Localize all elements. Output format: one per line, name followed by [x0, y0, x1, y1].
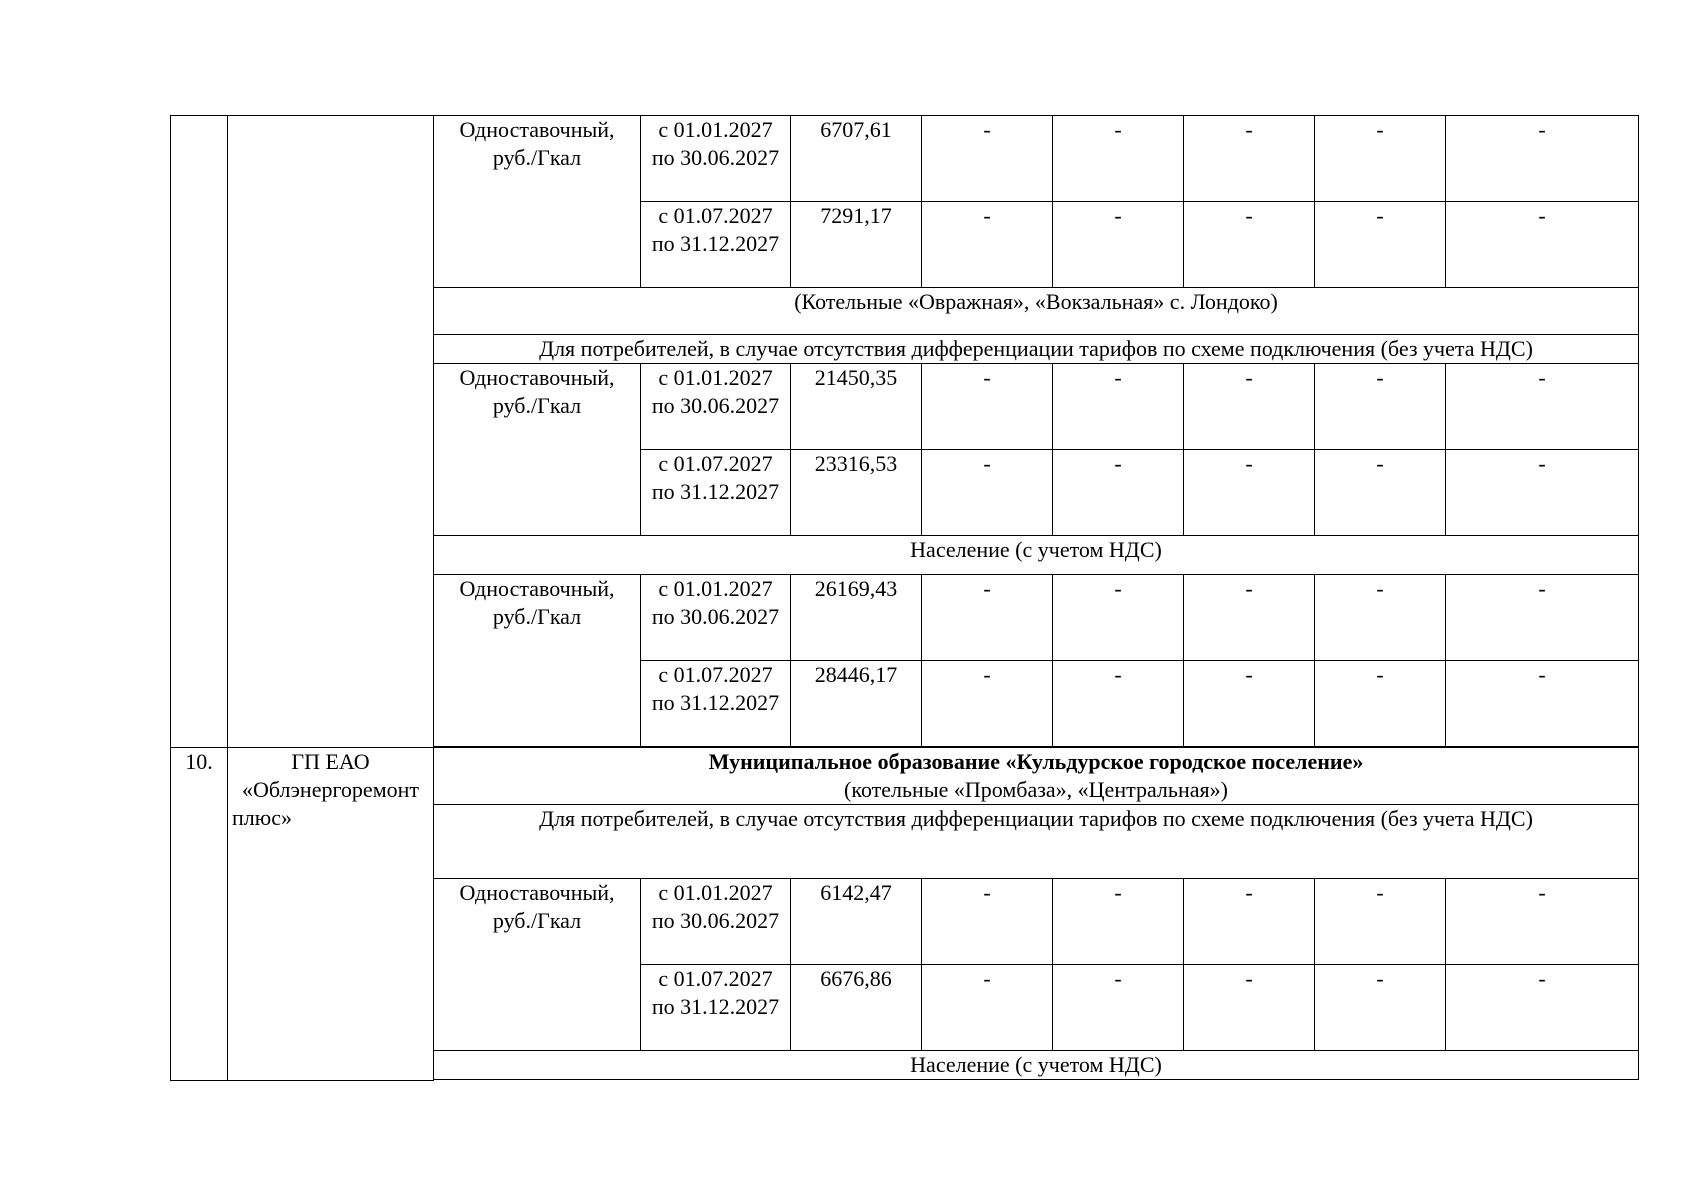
dash-cell: - — [1315, 364, 1446, 450]
tariff-type-cell: Одноставочный, руб./Гкал — [434, 116, 641, 288]
value-cell: 6676,86 — [791, 965, 922, 1051]
value-cell: 28446,17 — [791, 661, 922, 747]
organization-name: ГП ЕАО «Облэнергоремонт плюс» — [228, 748, 434, 1081]
dash-cell: - — [1315, 450, 1446, 536]
dash-cell: - — [922, 965, 1053, 1051]
dash-cell: - — [1446, 965, 1639, 1051]
tariff-type-cell: Одноставочный, руб./Гкал — [434, 879, 641, 1051]
dash-cell: - — [1053, 202, 1184, 288]
tariff-type-cell: Одноставочный, руб./Гкал — [434, 364, 641, 536]
dash-cell: - — [1053, 879, 1184, 965]
dash-cell: - — [1053, 575, 1184, 661]
dash-cell: - — [1053, 364, 1184, 450]
tariff-table — [170, 115, 1639, 1081]
dash-cell: - — [1184, 116, 1315, 202]
municipality-title: Муниципальное образование «Кульдурское городское поселение» — [708, 749, 1364, 774]
dash-cell: - — [1053, 450, 1184, 536]
dash-cell: - — [1446, 879, 1639, 965]
period-cell: с 01.01.2027 по 30.06.2027 — [641, 879, 791, 965]
period-cell: с 01.01.2027 по 30.06.2027 — [641, 575, 791, 661]
section-header: Для потребителей, в случае отсутствия дифференциации тарифов по схеме подключения (без учета НДС) — [434, 335, 1639, 364]
dash-cell: - — [922, 202, 1053, 288]
value-cell: 26169,43 — [791, 575, 922, 661]
tariff-type-cell: Одноставочный, руб./Гкал — [434, 575, 641, 747]
section-header: Население (с учетом НДС) — [434, 1051, 1639, 1080]
dash-cell: - — [1184, 879, 1315, 965]
dash-cell: - — [1184, 202, 1315, 288]
dash-cell: - — [922, 879, 1053, 965]
period-cell: с 01.01.2027 по 30.06.2027 — [641, 364, 791, 450]
dash-cell: - — [1315, 879, 1446, 965]
dash-cell: - — [1184, 450, 1315, 536]
dash-cell: - — [1315, 965, 1446, 1051]
dash-cell: - — [1315, 202, 1446, 288]
period-cell: с 01.07.2027 по 31.12.2027 — [641, 965, 791, 1051]
dash-cell: - — [1184, 575, 1315, 661]
period-cell: с 01.07.2027 по 31.12.2027 — [641, 202, 791, 288]
value-cell: 23316,53 — [791, 450, 922, 536]
table-row — [171, 116, 1639, 202]
period-cell: с 01.07.2027 по 31.12.2027 — [641, 661, 791, 747]
dash-cell: - — [1184, 965, 1315, 1051]
dash-cell: - — [1446, 116, 1639, 202]
section-header: Население (с учетом НДС) — [434, 536, 1639, 575]
dash-cell: - — [1446, 202, 1639, 288]
value-cell: 6142,47 — [791, 879, 922, 965]
dash-cell: - — [1184, 661, 1315, 747]
dash-cell: - — [1184, 364, 1315, 450]
dash-cell: - — [922, 116, 1053, 202]
dash-cell: - — [1446, 450, 1639, 536]
municipality-header — [434, 748, 1639, 805]
period-cell: с 01.01.2027 по 30.06.2027 — [641, 116, 791, 202]
dash-cell: - — [922, 450, 1053, 536]
num-cell-empty — [171, 116, 228, 748]
section-header: (Котельные «Овражная», «Вокзальная» с. Лондоко) — [434, 288, 1639, 335]
org-cell-empty — [228, 116, 434, 748]
municipality-subtitle: (котельные «Промбаза», «Центральная») — [844, 777, 1228, 802]
value-cell: 21450,35 — [791, 364, 922, 450]
value-cell: 7291,17 — [791, 202, 922, 288]
dash-cell: - — [922, 661, 1053, 747]
row-number: 10. — [171, 748, 228, 1081]
table-row — [171, 748, 1639, 805]
dash-cell: - — [1053, 661, 1184, 747]
dash-cell: - — [1315, 116, 1446, 202]
dash-cell: - — [1315, 661, 1446, 747]
dash-cell: - — [1446, 661, 1639, 747]
spacer-cell — [434, 1080, 1639, 1081]
dash-cell: - — [1446, 575, 1639, 661]
period-cell: с 01.07.2027 по 31.12.2027 — [641, 450, 791, 536]
dash-cell: - — [1446, 364, 1639, 450]
dash-cell: - — [1053, 116, 1184, 202]
dash-cell: - — [922, 575, 1053, 661]
section-header: Для потребителей, в случае отсутствия дифференциации тарифов по схеме подключения (без учета НДС) — [434, 805, 1639, 879]
dash-cell: - — [1315, 575, 1446, 661]
value-cell: 6707,61 — [791, 116, 922, 202]
dash-cell: - — [1053, 965, 1184, 1051]
tariff-table-page — [170, 115, 1639, 1081]
dash-cell: - — [922, 364, 1053, 450]
